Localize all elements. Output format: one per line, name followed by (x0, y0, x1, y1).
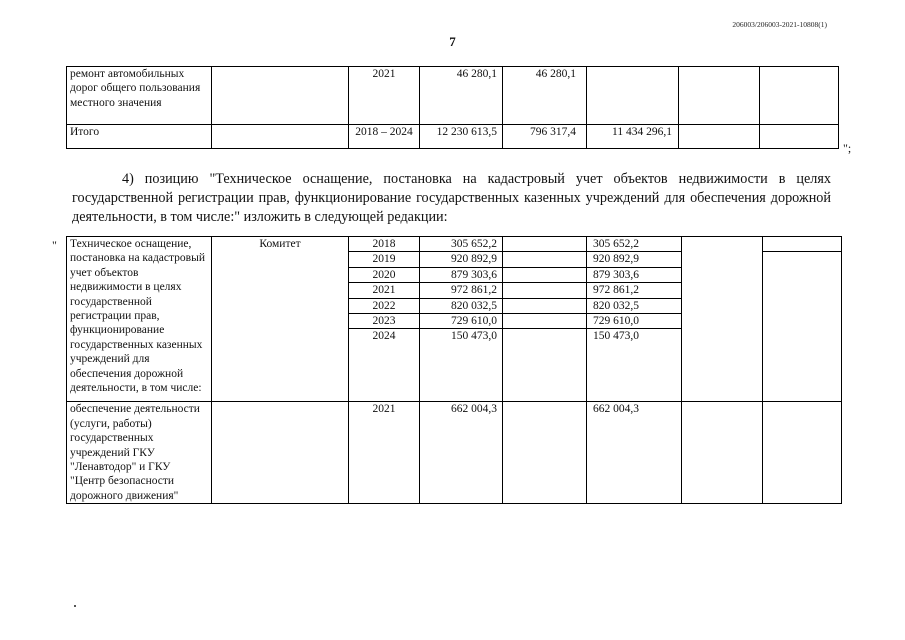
cell-period: 2018 – 2024 (349, 125, 420, 149)
table-row (67, 125, 839, 149)
cell-col5 (503, 329, 587, 402)
scan-speck (74, 605, 76, 607)
cell-col6: 920 892,9 (587, 252, 682, 267)
cell-col8 (763, 237, 842, 252)
cell-col8 (760, 125, 839, 149)
cell-total: 729 610,0 (420, 314, 503, 329)
cell-col5 (503, 402, 587, 504)
cell-executor (212, 402, 349, 504)
cell-col5: 796 317,4 (503, 125, 587, 149)
table-bottom (66, 236, 842, 504)
cell-col5: 46 280,1 (503, 67, 587, 125)
table-row (67, 402, 842, 504)
cell-total: 879 303,6 (420, 267, 503, 282)
cell-col6: 662 004,3 (587, 402, 682, 504)
cell-col6: 729 610,0 (587, 314, 682, 329)
cell-executor (212, 125, 349, 149)
cell-period: 2021 (349, 67, 420, 125)
cell-col7 (679, 125, 760, 149)
cell-year: 2024 (349, 329, 420, 402)
cell-col7 (682, 402, 763, 504)
cell-year: 2022 (349, 298, 420, 313)
cell-total: 920 892,9 (420, 252, 503, 267)
cell-col6: 820 032,5 (587, 298, 682, 313)
cell-total: 820 032,5 (420, 298, 503, 313)
cell-executor (212, 67, 349, 125)
cell-col6: 972 861,2 (587, 283, 682, 298)
cell-col8 (763, 252, 842, 402)
cell-col7 (682, 237, 763, 402)
cell-name: Итого (67, 125, 212, 149)
cell-total: 662 004,3 (420, 402, 503, 504)
cell-col8 (760, 67, 839, 125)
cell-col5 (503, 298, 587, 313)
opening-quote-mark: " (52, 238, 57, 252)
cell-col6 (587, 67, 679, 125)
cell-col7 (679, 67, 760, 125)
cell-name: ремонт автомобильных дорог общего пользования местного значения (67, 67, 212, 125)
table-row (67, 67, 839, 125)
cell-year: 2021 (349, 402, 420, 504)
cell-year: 2021 (349, 283, 420, 298)
cell-year: 2023 (349, 314, 420, 329)
cell-total: 12 230 613,5 (420, 125, 503, 149)
cell-name: Техническое оснащение, постановка на кадастровый учет объектов недвижимости в целях государственной регистрации прав, функционирование государственных казенных учреждений для обеспечения дорожной деятельности, в том числе: (67, 237, 212, 402)
cell-col5 (503, 267, 587, 282)
cell-year: 2019 (349, 252, 420, 267)
cell-total: 46 280,1 (420, 67, 503, 125)
cell-col6: 305 652,2 (587, 237, 682, 252)
cell-total: 972 861,2 (420, 283, 503, 298)
amendment-paragraph (72, 170, 831, 227)
cell-col6: 150 473,0 (587, 329, 682, 402)
paragraph-text: 4) позицию "Техническое оснащение, постановка на кадастровый учет объектов недвижимости в целях государственной регистрации прав, функционирование государственных казенных учреждений для обеспечения дорожной деятельности, в том числе:" изложить в следующей редакции: (72, 171, 831, 225)
closing-quote-mark: "; (843, 141, 852, 155)
cell-col5 (503, 314, 587, 329)
cell-total: 305 652,2 (420, 237, 503, 252)
cell-col5 (503, 252, 587, 267)
document-id: 206003/206003-2021-10808(1) (732, 20, 827, 29)
cell-col8 (763, 402, 842, 504)
cell-year: 2018 (349, 237, 420, 252)
table-top (66, 66, 839, 149)
cell-col5 (503, 283, 587, 298)
cell-col6: 11 434 296,1 (587, 125, 679, 149)
cell-total: 150 473,0 (420, 329, 503, 402)
cell-executor: Комитет (212, 237, 349, 402)
page-number: 7 (449, 34, 456, 49)
table-row (67, 237, 842, 252)
cell-year: 2020 (349, 267, 420, 282)
cell-col5 (503, 237, 587, 252)
cell-col6: 879 303,6 (587, 267, 682, 282)
cell-name: обеспечение деятельности (услуги, работы) государственных учреждений ГКУ "Ленавтодор" и ГКУ "Центр безопасности дорожного движения" (67, 402, 212, 504)
